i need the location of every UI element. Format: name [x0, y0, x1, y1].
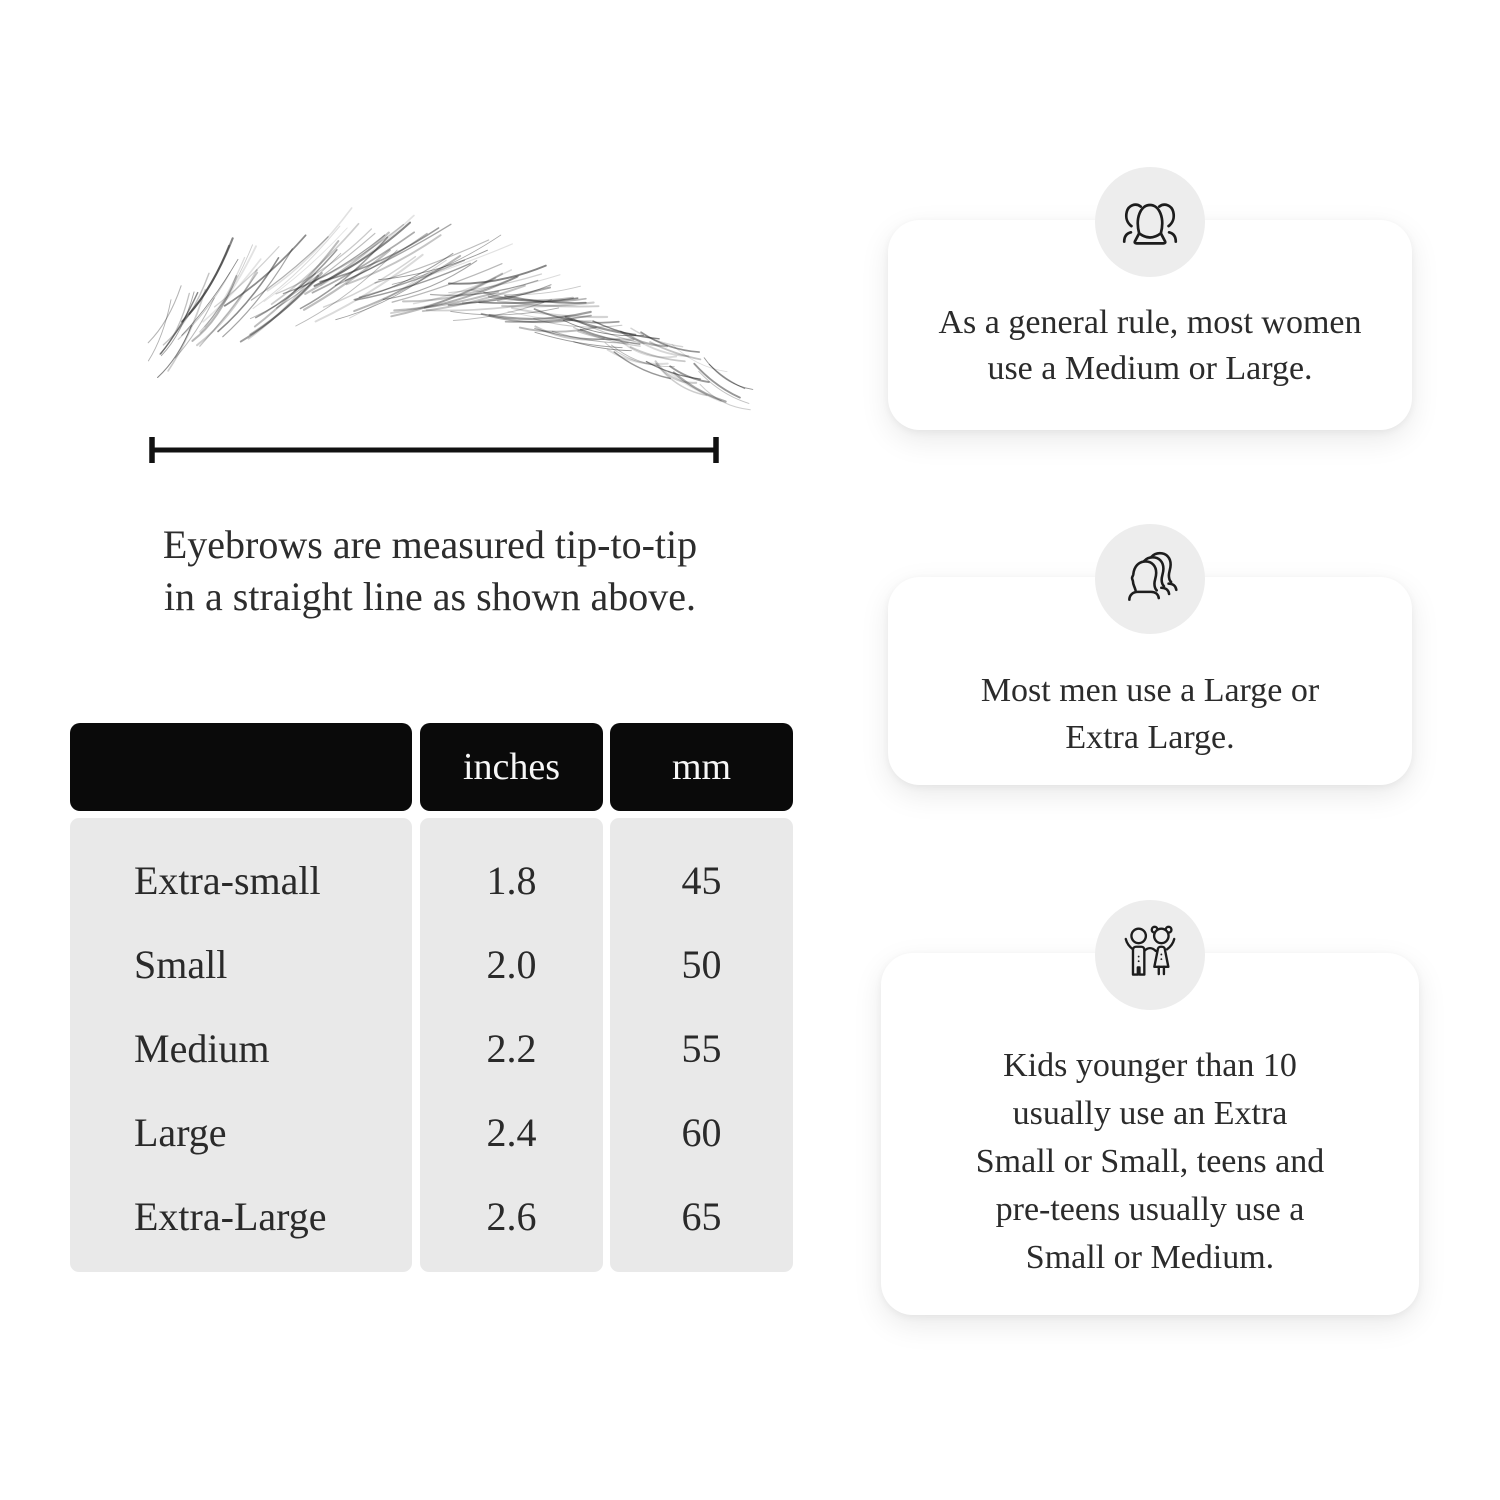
eyebrow-illustration [110, 233, 770, 428]
inches-value: 1.8 [486, 857, 537, 903]
men-guidance-card [888, 577, 1412, 785]
inches-value: 2.4 [486, 1109, 537, 1155]
size-label: Extra-Large [134, 1193, 327, 1239]
size-label: Large [134, 1109, 227, 1155]
men-group-icon [1117, 546, 1183, 612]
size-table-label-column [70, 818, 412, 1272]
size-table-inches-column [420, 818, 603, 1272]
size-table-header-name [70, 723, 412, 811]
inches-value: 2.2 [486, 1025, 537, 1071]
women-group-icon [1117, 189, 1183, 255]
icon-circle [1095, 524, 1205, 634]
kids-guidance-card [881, 953, 1419, 1315]
card-text: Kids younger than 10 usually use an Extra Small or Small, teens and pre-teens usually use a Small or Medium. [975, 1047, 1325, 1276]
card-text: As a general rule, most women use a Medium or Large. [938, 304, 1362, 387]
size-table-mm-column [610, 818, 793, 1272]
icon-circle [1095, 900, 1205, 1010]
size-table-header-inches: inches [420, 723, 603, 811]
inches-value: 2.0 [486, 941, 537, 987]
size-label: Medium [134, 1025, 270, 1071]
mm-value: 55 [681, 1025, 722, 1071]
measurement-caption: Eyebrows are measured tip-to-tip in a straight line as shown above. [162, 522, 698, 619]
measurement-line [149, 436, 719, 464]
card-text: Most men use a Large or Extra Large. [980, 672, 1320, 756]
mm-value: 45 [681, 857, 722, 903]
icon-circle [1095, 167, 1205, 277]
mm-value: 60 [681, 1109, 722, 1155]
women-guidance-card [888, 220, 1412, 430]
mm-value: 65 [681, 1193, 722, 1239]
inches-value: 2.6 [486, 1193, 537, 1239]
size-label: Small [134, 941, 228, 987]
mm-value: 50 [681, 941, 722, 987]
size-table-header-mm: mm [610, 723, 793, 811]
kids-icon [1117, 922, 1183, 988]
size-label: Extra-small [134, 857, 321, 903]
